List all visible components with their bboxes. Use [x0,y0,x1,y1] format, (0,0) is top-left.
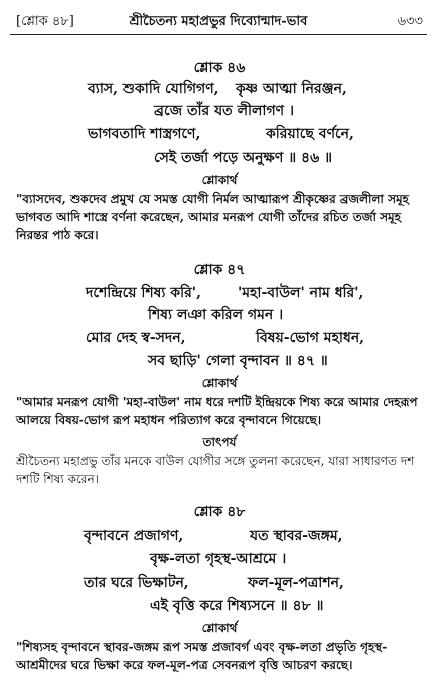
verse-48-line-1b: যত স্থাবর-জঙ্গম, [250,528,343,544]
verse-47-line-3a: মোর দেহ স্ব-সদন, [86,330,186,346]
verse-46-line-1a: ব্যাস, শুকাদি যোগিগণ, [88,81,219,97]
header-page-number: ৬৩৩ [397,14,423,29]
verse-46-line-3b: করিয়াছে বর্ণনে, [266,126,354,142]
verse-47-line-3b: বিষয়-ভোগ মহাধন, [256,330,365,346]
verse-48-shlokartha: "শিষ্যসহ বৃন্দাবনে স্থাবর-জঙ্গম রূপ সমস্ত প্রজাবর্গ এবং বৃক্ষ-লতা প্রভৃতি গৃহস্থ-আশ্রমীদের ঘরে ভিক্ষা করে ফল-মূল-পত্র সেবনরূপ বৃত্তি আচরণ করছে। [16,640,388,672]
header-verse-ref: [শ্লোক ৪৮] [16,14,74,29]
verse-48-shlokartha-label: শ্লোকার্থ [201,621,238,635]
verse-46-title: শ্লোক ৪৬ [193,60,246,76]
verse-48-line-3b: ফল-মূল-পত্রাশন, [248,575,344,591]
verse-47-shlokartha-label: শ্লোকার্থ [201,376,238,390]
verse-46-line-3a: ভাগবতাদি শাস্ত্রগণে, [88,126,201,142]
verse-47-tatparya: শ্রীচৈতন্য মহাপ্রভু তাঁর মনকে বাউল যোগীর সঙ্গে তুলনা করেছেন, যারা সাধারণত দশ দশটি শিষ্য করেন। [16,454,415,486]
verse-48-line-2: বৃক্ষ-লতা গৃহস্থ-আশ্রমে । [150,551,287,567]
header-chapter-title: শ্রীচৈতন্য মহাপ্রভুর দিব্যোন্মাদ-ভাব [129,14,308,29]
verse-47-line-1b: 'মহা-বাউল' নাম ধরি', [238,285,364,301]
verse-46-shlokartha: "ব্যাসদেব, শুকদেব প্রমুখ যে সমস্ত যোগী নির্মল আত্মারূপ শ্রীকৃষ্ণের ব্রজলীলা সমূহ ভাগবত আদি শাস্ত্রে বর্ণনা করেছেন, আমার মনরূপ যোগী তাঁদের রচিত তর্জা সমূহ নিরন্তর পাঠ করে। [16,192,409,242]
verse-47-line-1a: দশেন্দ্রিয়ে শিষ্য করি', [86,285,201,301]
verse-48-line-1a: বৃন্দাবনে প্রজাগণ, [84,528,184,544]
verse-48-line-4: এই বৃত্তি করে শিষ্যসনে ॥ ৪৮ ॥ [150,598,324,614]
verse-46-line-2: ব্রজে তাঁর যত লীলাগণ । [154,103,295,119]
verse-46-line-1b: কৃষ্ণ আত্মা নিরঞ্জন, [236,81,347,97]
running-header [10,10,427,35]
verse-47-title: শ্লোক ৪৭ [193,262,246,278]
verse-48-line-3a: তার ঘরে ভিক্ষাটন, [84,575,189,591]
verse-46-line-4: সেই তর্জা পড়ে অনুক্ষণ ॥ ৪৬ ॥ [154,150,332,166]
verse-47-line-4: সব ছাড়ি' গেলা বৃন্দাবন ॥ ৪৭ ॥ [148,353,328,369]
verse-47-shlokartha: "আমার মনরূপ যোগী 'মহা-বাউল' নাম ধরে দশটি ইন্দ্রিয়কে শিষ্য করে আমার দেহরূপ আলয়ে বিষয়-ভোগ রূপ মহাধন পরিত্যাগ করে বৃন্দাবনে গিয়েছে। [16,395,418,427]
verse-46-shlokartha-label: শ্লোকার্থ [201,173,238,187]
verse-48-title: শ্লোক ৪৮ [193,504,246,520]
verse-47-tatparya-label: তাৎপর্য [202,435,237,449]
verse-47-line-2: শিষ্য লঞা করিল গমন । [148,307,284,323]
